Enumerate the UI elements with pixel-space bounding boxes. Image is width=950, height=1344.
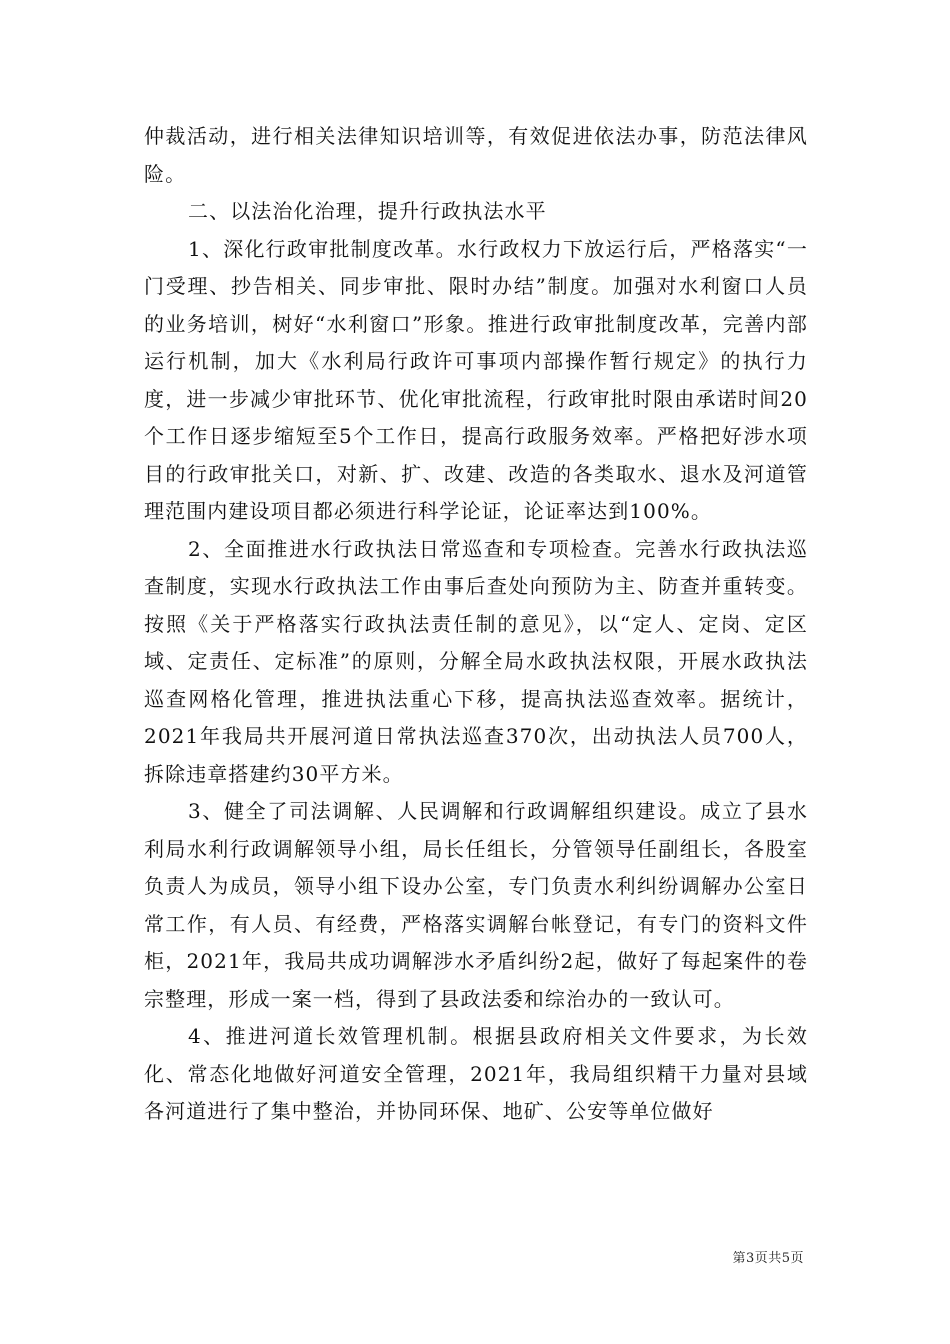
page-number-footer: 第3页共5页 <box>732 1251 804 1266</box>
paragraph-item-2: 2、全面推进水行政执法日常巡查和专项检查。完善水行政执法巡查制度，实现水行政执法工作由事后查处向预防为主、防查并重转变。按照《关于严格落实行政执法责任制的意见》，以“定人、定岗、定区域、定责任、定标准”的原则，分解全局水政执法权限，开展水政执法巡查网格化管理，推进执法重心下移，提高执法巡查效率。据统计，2021年我局共开展河道日常执法巡查370次，出动执法人员700人，拆除违章搭建约30平方米。 <box>144 536 808 786</box>
paragraph-item-4: 4、推进河道长效管理机制。根据县政府相关文件要求，为长效化、常态化地做好河道安全管理，2021年，我局组织精干力量对县域各河道进行了集中整治，并协同环保、地矿、公安等单位做好 <box>144 1024 808 1123</box>
paragraph-continuation: 仲裁活动，进行相关法律知识培训等，有效促进依法办事，防范法律风险。 <box>144 124 808 186</box>
document-body <box>144 118 808 1131</box>
paragraph-item-1: 1、深化行政审批制度改革。水行政权力下放运行后，严格落实“一门受理、抄告相关、同步审批、限时办结”制度。加强对水利窗口人员的业务培训，树好“水利窗口”形象。推进行政审批制度改革，完善内部运行机制，加大《水利局行政许可事项内部操作暂行规定》的执行力度，进一步减少审批环节、优化审批流程，行政审批时限由承诺时间20个工作日逐步缩短至5个工作日，提高行政服务效率。严格把好涉水项目的行政审批关口，对新、扩、改建、改造的各类取水、退水及河道管理范围内建设项目都必须进行科学论证，论证率达到100%。 <box>144 236 808 523</box>
section-heading: 二、以法治化治理，提升行政执法水平 <box>188 199 547 223</box>
paragraph-item-3: 3、健全了司法调解、人民调解和行政调解组织建设。成立了县水利局水利行政调解领导小组，局长任组长，分管领导任副组长，各股室负责人为成员，领导小组下设办公室，专门负责水利纠纷调解办公室日常工作，有人员、有经费，严格落实调解台帐登记，有专门的资料文件柜，2021年，我局共成功调解涉水矛盾纠纷2起，做好了每起案件的卷宗整理，形成一案一档，得到了县政法委和综治办的一致认可。 <box>144 799 808 1011</box>
